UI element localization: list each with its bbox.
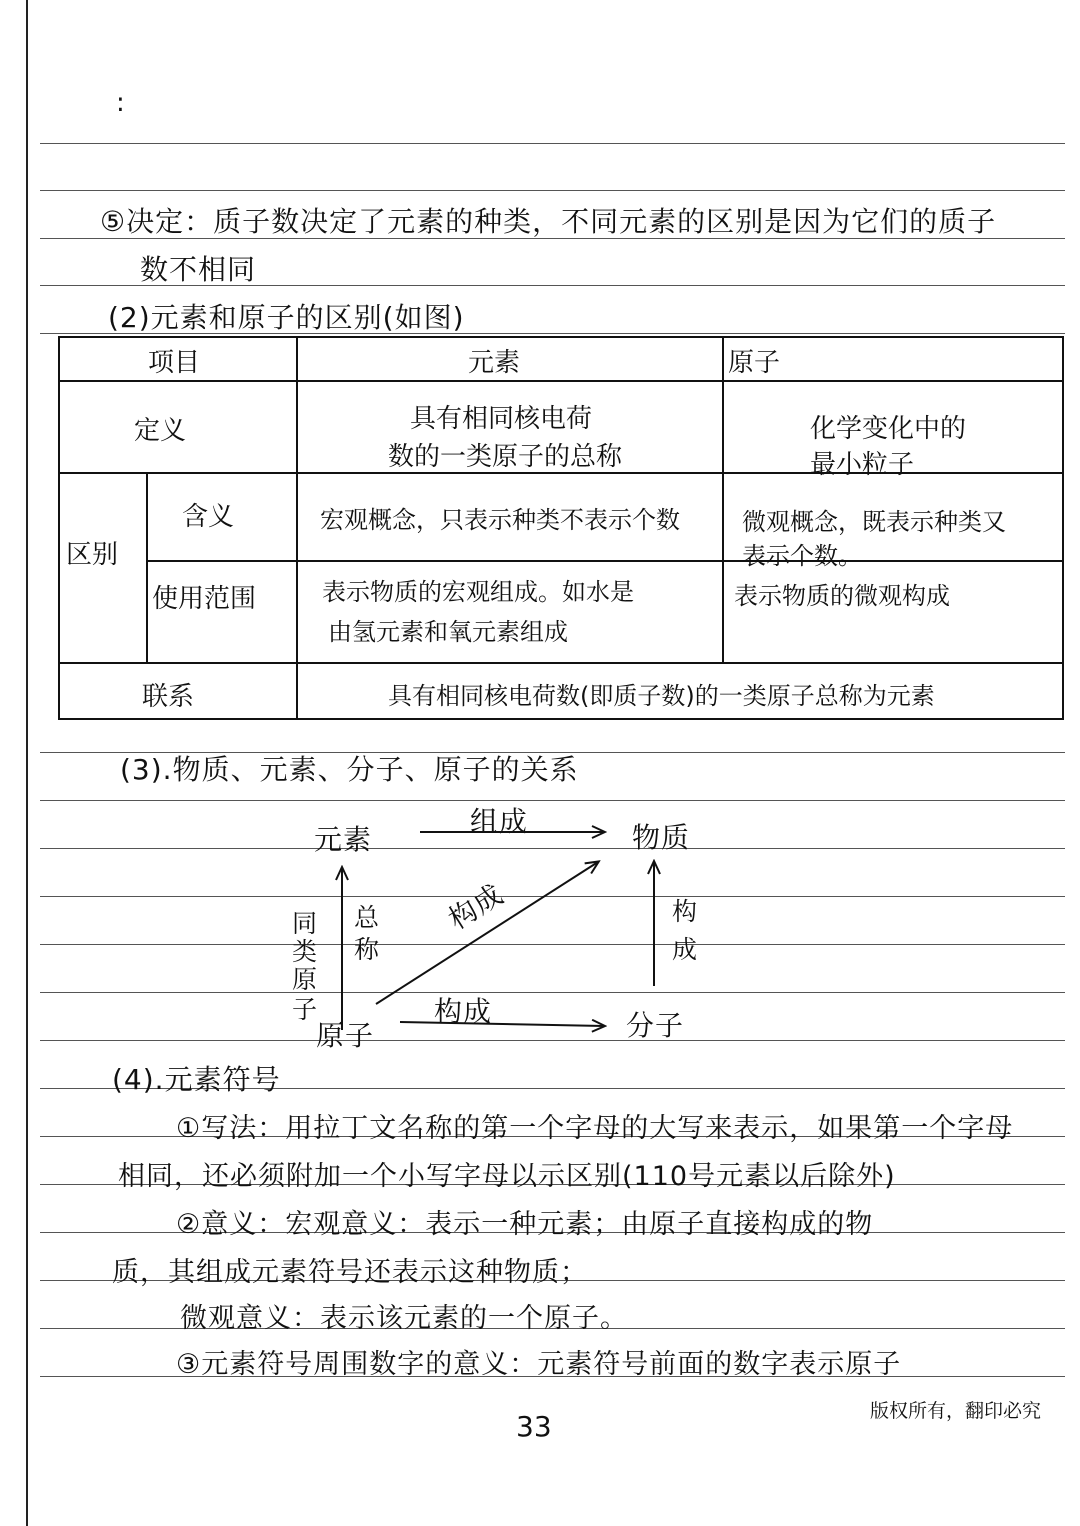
usage-label: 使用范围 <box>152 584 257 614</box>
label-general-name-1: 总 <box>354 903 381 932</box>
definition-atom-line2: 最小粒子 <box>810 450 915 480</box>
label-same-kind-4: 子 <box>292 995 319 1024</box>
arrow-atom-to-molecule <box>400 1022 604 1026</box>
header-item: 项目 <box>148 348 201 378</box>
label-same-kind-2: 类 <box>292 937 319 966</box>
label-same-kind-1: 同 <box>292 909 319 938</box>
label-construct-bottom: 构成 <box>434 995 493 1028</box>
label-construct-diagonal: 构成 <box>442 877 510 937</box>
header-atom: 原子 <box>728 348 781 378</box>
relation-label: 联系 <box>142 682 195 712</box>
definition-element-line2: 数的一类原子的总称 <box>388 442 623 472</box>
page-number: 33 <box>516 1410 552 1443</box>
meaning-atom-line2: 表示个数。 <box>742 542 862 570</box>
definition-element-line1: 具有相同核电荷 <box>410 404 593 434</box>
node-molecule: 分子 <box>626 1009 685 1042</box>
node-atom: 原子 <box>316 1019 375 1052</box>
definition-label: 定义 <box>134 416 187 446</box>
label-construct-right-1: 构 <box>672 897 699 926</box>
header-element: 元素 <box>468 348 521 378</box>
label-construct-right-2: 成 <box>672 935 699 964</box>
relation-text: 具有相同核电荷数(即质子数)的一类原子总称为元素 <box>388 682 935 710</box>
node-element: 元素 <box>314 823 373 856</box>
meaning-atom-line1: 微观概念，既表示种类又 <box>742 508 1006 536</box>
definition-atom-line1: 化学变化中的 <box>810 414 967 444</box>
node-substance: 物质 <box>632 821 691 854</box>
section3-title: (3).物质、元素、分子、原子的关系 <box>120 753 579 786</box>
top-mark: : <box>116 88 125 118</box>
copyright-notice: 版权所有，翻印必究 <box>870 1400 1042 1422</box>
meaning-element: 宏观概念，只表示种类不表示个数 <box>320 506 680 534</box>
rule1-line1: ①写法：用拉丁文名称的第一个字母的大写来表示，如果第一个字母 <box>176 1113 1014 1144</box>
usage-atom: 表示物质的微观构成 <box>734 582 950 610</box>
difference-label: 区别 <box>66 540 119 570</box>
label-general-name-2: 称 <box>354 935 381 964</box>
usage-element-line1: 表示物质的宏观组成。如水是 <box>322 578 634 606</box>
rule2-line3: 微观意义：表示该元素的一个原子。 <box>180 1303 628 1334</box>
meaning-label: 含义 <box>182 502 235 532</box>
point5-line2: 数不相同 <box>140 253 257 286</box>
rule2-line2: 质，其组成元素符号还表示这种物质； <box>112 1257 588 1288</box>
point5-line1: ⑤决定：质子数决定了元素的种类，不同元素的区别是因为它们的质子 <box>100 205 997 238</box>
rule2-line1: ②意义：宏观意义：表示一种元素；由原子直接构成的物 <box>176 1209 874 1240</box>
label-compose: 组成 <box>470 805 529 838</box>
usage-element-line2: 由氢元素和氧元素组成 <box>328 618 568 646</box>
label-same-kind-3: 原 <box>292 965 319 994</box>
section4-title: (4).元素符号 <box>112 1063 281 1096</box>
section2-title: (2)元素和原子的区别(如图) <box>108 301 465 334</box>
rule3-line1: ③元素符号周围数字的意义：元素符号前面的数字表示原子 <box>176 1349 902 1380</box>
rule1-line2: 相同，还必须附加一个小写字母以示区别(110号元素以后除外) <box>118 1161 896 1192</box>
